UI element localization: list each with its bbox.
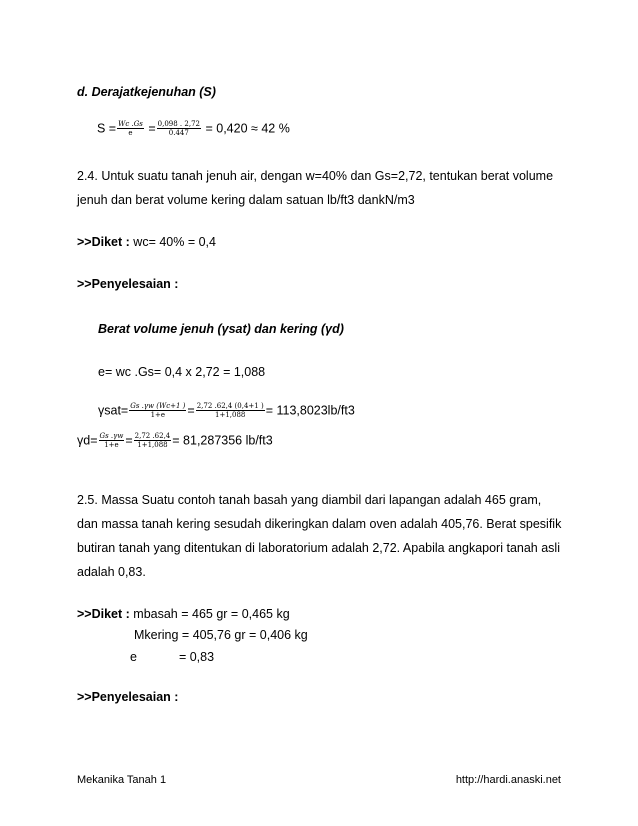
fraction-numerator: Wc .Gs — [118, 120, 143, 128]
gamma-d-result: = 81,287356 lb/ft3 — [172, 433, 273, 448]
gamma-sat-equals: = — [187, 403, 195, 418]
formula-gamma-d — [77, 432, 273, 450]
question-2-5-line-2: dan massa tanah kering sesudah dikeringkan dalam oven adalah 405,76. Berat spesifik — [77, 517, 562, 531]
penyelesaian-label-2-5: >>Penyelesaian : — [77, 690, 179, 704]
question-2-5-line-1: 2.5. Massa Suatu contoh tanah basah yang diambil dari lapangan adalah 465 gram, — [77, 493, 542, 507]
formula-s — [97, 120, 290, 138]
diket-e-label: e — [130, 650, 137, 664]
fraction-gamma-d-symbolic — [99, 432, 125, 450]
fraction-numerator: 2,72 .62,4 — [134, 432, 171, 440]
diket-label: >>Diket : — [77, 607, 130, 621]
fraction-values — [157, 120, 201, 138]
section-heading-derajat-kejenuhan: d. Derajatkejenuhan (S) — [77, 85, 216, 99]
fraction-gamma-sat-values — [196, 402, 265, 420]
formula-s-equals: = — [148, 121, 156, 136]
diket-2-5-line-1 — [77, 607, 290, 622]
diket-e-value: = 0,83 — [178, 650, 215, 664]
diket-value: wc= 40% = 0,4 — [129, 235, 216, 249]
penyelesaian-label-2-4: >>Penyelesaian : — [77, 277, 179, 291]
footer-left: Mekanika Tanah 1 — [77, 774, 167, 786]
footer-url[interactable]: http://hardi.anaski.net — [455, 774, 561, 786]
fraction-numerator: 0,098 . 2,72 — [157, 120, 200, 128]
gamma-sat-prefix: γsat= — [98, 403, 129, 418]
fraction-denominator: 1+e — [150, 411, 166, 419]
gamma-d-prefix: γd= — [77, 433, 98, 448]
fraction-wc-gs-over-e — [117, 120, 144, 138]
diket-2-4 — [77, 235, 216, 250]
fraction-denominator: 1+1,088 — [215, 411, 246, 419]
diket-label: >>Diket : — [77, 235, 130, 249]
diket-2-5-line-2: Mkering = 405,76 gr = 0,406 kg — [134, 628, 308, 642]
fraction-denominator: 1+1,088 — [137, 441, 168, 449]
fraction-denominator: 1+e — [104, 441, 119, 449]
fraction-gamma-d-values — [134, 432, 172, 450]
formula-s-result: = 0,420 ≈ 42 % — [205, 121, 290, 136]
fraction-numerator: Gs .γw — [99, 432, 124, 440]
fraction-denominator: e — [128, 129, 133, 137]
question-2-5-line-3: butiran tanah yang ditentukan di laboratorium adalah 2,72. Apabila angkapori tanah asli — [77, 541, 560, 555]
fraction-gamma-sat-symbolic — [129, 402, 186, 420]
gamma-sat-result: = 113,8023lb/ft3 — [265, 403, 355, 418]
sub-heading-berat-volume: Berat volume jenuh (γsat) dan kering (γd) — [98, 322, 344, 336]
fraction-numerator: Gs .γw (Wc+1 ) — [130, 402, 186, 410]
formula-s-prefix: S = — [97, 121, 117, 136]
diket-value-mbasah: mbasah = 465 gr = 0,465 kg — [129, 607, 290, 621]
fraction-denominator: 0.447 — [168, 129, 189, 137]
question-2-4-line-2: jenuh dan berat volume kering dalam satuan lb/ft3 dankN/m3 — [77, 193, 415, 207]
gamma-d-equals: = — [125, 433, 133, 448]
question-2-5-line-4: adalah 0,83. — [77, 565, 146, 579]
question-2-4-line-1: 2.4. Untuk suatu tanah jenuh air, dengan w=40% dan Gs=2,72, tentukan berat volume — [77, 169, 554, 183]
fraction-numerator: 2,72 .62,4 (0,4+1 ) — [196, 402, 264, 410]
formula-gamma-sat — [98, 402, 355, 420]
formula-e: e= wc .Gs= 0,4 x 2,72 = 1,088 — [98, 365, 266, 379]
diket-2-5-line-3 — [130, 650, 214, 665]
